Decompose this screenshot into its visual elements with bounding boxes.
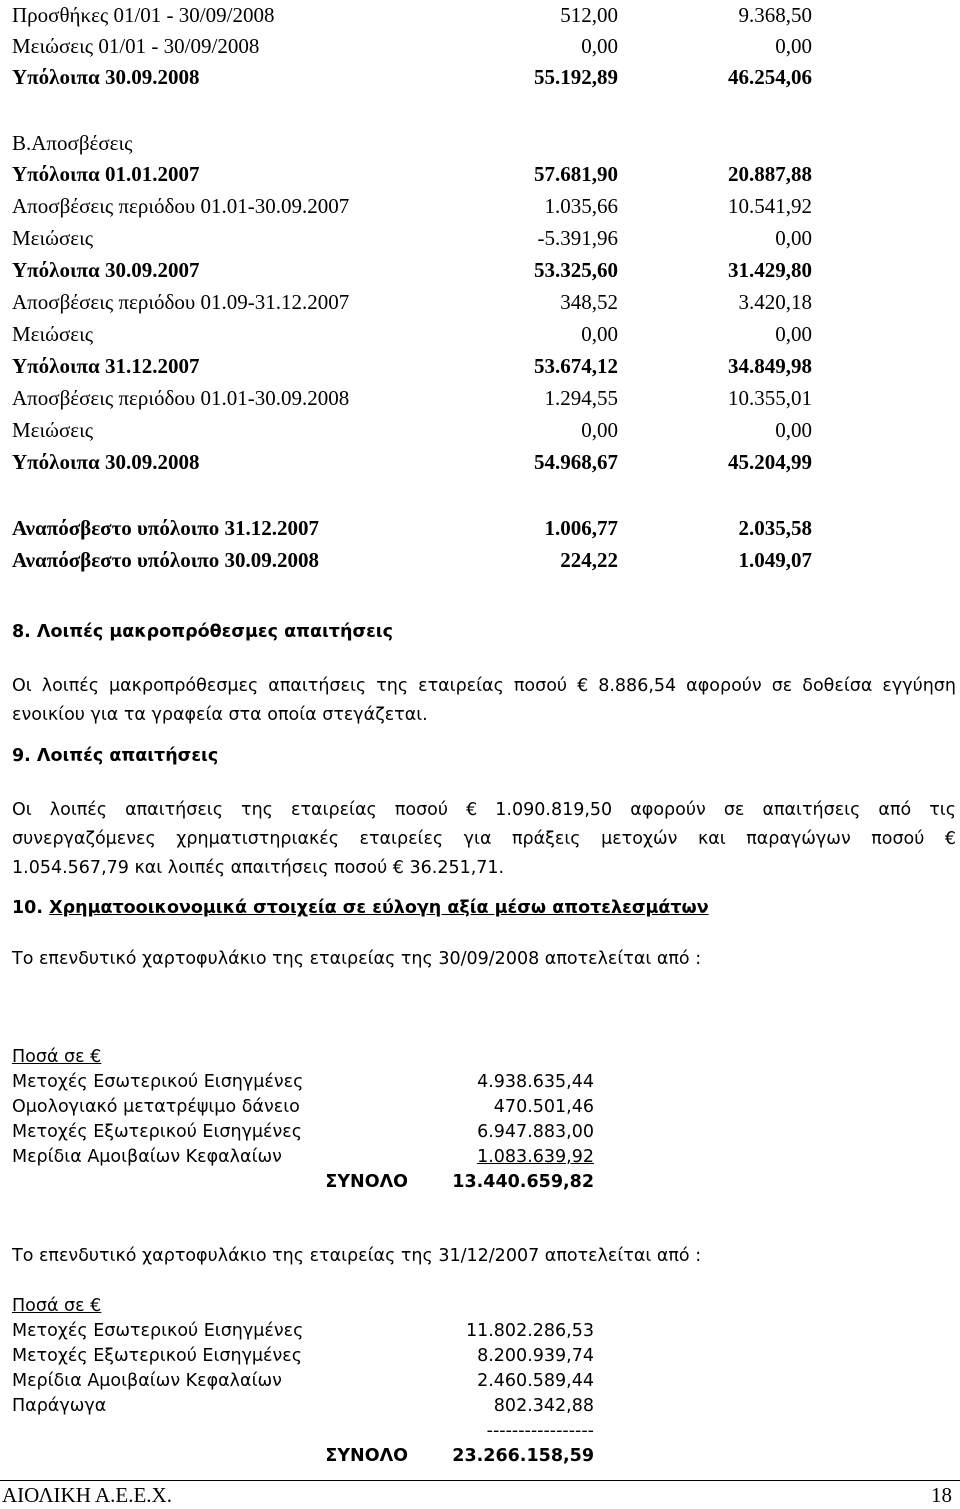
row-label: Αποσβέσεις περιόδου 01.01-30.09.2007 <box>12 194 350 218</box>
section-10-title <box>12 898 709 918</box>
section-9-body <box>12 796 956 883</box>
row-label: Μετοχές Εσωτερικού Εισηγμένες <box>12 1072 304 1092</box>
row-label: Μειώσεις <box>12 322 94 346</box>
row-label: Παράγωγα <box>12 1396 107 1416</box>
row-value-col1: 1.006,77 <box>544 516 618 540</box>
total-value: 13.440.659,82 <box>452 1172 594 1192</box>
row-label: Υπόλοιπα 30.09.2008 <box>12 65 200 89</box>
row-value-col1: 512,00 <box>560 3 618 27</box>
total-row <box>12 1444 602 1469</box>
table-row <box>12 545 812 575</box>
table-row <box>12 1344 602 1369</box>
section-8-body: Οι λοιπές μακροπρόθεσμες απαιτήσεις της εταιρείας ποσού € 8.886,54 αφορούν σε δοθείσα εγγύηση ενοικίου για τα γραφεία στα οποία στεγάζεται. <box>12 676 956 725</box>
row-value-col1: 53.674,12 <box>534 354 618 378</box>
total-label: ΣΥΝΟΛΟ <box>325 1446 408 1466</box>
section-8-title: 8. Λοιπές μακροπρόθεσμες απαιτήσεις <box>12 622 394 642</box>
table-row <box>12 1095 602 1120</box>
row-value-col2: 2.035,58 <box>738 516 812 540</box>
depreciation-title <box>12 128 812 158</box>
row-value-col1: 0,00 <box>581 418 618 442</box>
section-9-line-1: Οι λοιπές απαιτήσεις της εταιρείας ποσού € 1.090.819,50 αφορούν σε απαιτήσεις από τις <box>12 800 956 820</box>
portfolio-header <box>12 1294 602 1319</box>
table-row <box>12 319 812 349</box>
row-label: Αποσβέσεις περιόδου 01.01-30.09.2008 <box>12 386 350 410</box>
table-row <box>12 1369 602 1394</box>
amounts-in-euro-header: Ποσά σε € <box>12 1047 102 1067</box>
row-value-col2: 31.429,80 <box>728 258 812 282</box>
row-value-col1: 348,52 <box>560 290 618 314</box>
table-row <box>12 31 812 61</box>
row-label: Αναπόσβεστο υπόλοιπο 31.12.2007 <box>12 516 320 540</box>
table-row <box>12 351 812 381</box>
table-row <box>12 383 812 413</box>
row-label: Αναπόσβεστο υπόλοιπο 30.09.2008 <box>12 548 320 572</box>
row-value-col2: 9.368,50 <box>738 3 812 27</box>
row-value-col2: 0,00 <box>775 418 812 442</box>
table-row <box>12 1145 602 1170</box>
row-value-col1: 55.192,89 <box>534 65 618 89</box>
portfolio-2008-intro: Το επενδυτικό χαρτοφυλάκιο της εταιρείας της 30/09/2008 αποτελείται από : <box>12 949 702 969</box>
row-value-col2: 10.541,92 <box>728 194 812 218</box>
row-value-col1: 1.294,55 <box>544 386 618 410</box>
table-row <box>12 1070 602 1095</box>
total-label: ΣΥΝΟΛΟ <box>325 1172 408 1192</box>
row-label: Υπόλοιπα 30.09.2007 <box>12 258 200 282</box>
row-label: Υπόλοιπα 01.01.2007 <box>12 162 200 186</box>
row-value-col2: 0,00 <box>775 322 812 346</box>
row-value-col2: 0,00 <box>775 226 812 250</box>
separator-row <box>12 1419 602 1444</box>
table-row <box>12 159 812 189</box>
table-row <box>12 1120 602 1145</box>
row-value: 11.802.286,53 <box>465 1321 594 1341</box>
row-value-col2: 45.204,99 <box>728 450 812 474</box>
table-row <box>12 223 812 253</box>
row-value-col2: 1.049,07 <box>738 548 812 572</box>
section-9-title: 9. Λοιπές απαιτήσεις <box>12 746 219 766</box>
row-value-col1: -5.391,96 <box>537 226 618 250</box>
row-value: 470.501,46 <box>493 1097 594 1117</box>
portfolio-2007-intro: Το επενδυτικό χαρτοφυλάκιο της εταιρείας της 31/12/2007 αποτελείται από : <box>12 1246 702 1266</box>
row-value-col1: 57.681,90 <box>534 162 618 186</box>
row-label: Υπόλοιπα 31.12.2007 <box>12 354 200 378</box>
table-row <box>12 1394 602 1419</box>
row-value-col2: 20.887,88 <box>728 162 812 186</box>
row-value-col1: 0,00 <box>581 34 618 58</box>
row-label: Ομολογιακό μετατρέψιμο δάνειο <box>12 1097 300 1117</box>
row-value: 2.460.589,44 <box>477 1371 594 1391</box>
row-label: Μετοχές Εξωτερικού Εισηγμένες <box>12 1346 303 1366</box>
section-10-title-text: Χρηματοοικονομικά στοιχεία σε εύλογη αξία μέσω αποτελεσμάτων <box>49 898 709 918</box>
table-row <box>12 62 812 92</box>
row-label: Μειώσεις <box>12 226 94 250</box>
table-row <box>12 415 812 445</box>
row-value-col1: 224,22 <box>560 548 618 572</box>
table-row <box>12 1319 602 1344</box>
table-row <box>12 287 812 317</box>
table-row <box>12 447 812 477</box>
depreciation-title-text: Β.Αποσβέσεις <box>12 131 133 155</box>
row-value: 8.200.939,74 <box>477 1346 594 1366</box>
row-value-col1: 0,00 <box>581 322 618 346</box>
row-label: Υπόλοιπα 30.09.2008 <box>12 450 200 474</box>
row-value: 4.938.635,44 <box>477 1072 594 1092</box>
row-value: 6.947.883,00 <box>477 1122 594 1142</box>
row-value-col2: 34.849,98 <box>728 354 812 378</box>
row-value-col2: 10.355,01 <box>728 386 812 410</box>
section-9-line-3: 1.054.567,79 και λοιπές απαιτήσεις ποσού € 36.251,71. <box>12 858 505 878</box>
amounts-in-euro-header: Ποσά σε € <box>12 1296 102 1316</box>
row-label: Μετοχές Εξωτερικού Εισηγμένες <box>12 1122 303 1142</box>
row-value-col2: 46.254,06 <box>728 65 812 89</box>
footer-company: ΑΙΟΛΙΚΗ Α.Ε.Ε.Χ. <box>2 1483 172 1507</box>
separator-dashes: ----------------- <box>486 1421 594 1441</box>
row-value-col1: 54.968,67 <box>534 450 618 474</box>
row-label: Μειώσεις 01/01 - 30/09/2008 <box>12 34 260 58</box>
table-row <box>12 255 812 285</box>
total-value: 23.266.158,59 <box>452 1446 594 1466</box>
footer-divider <box>0 1480 960 1481</box>
row-label: Μερίδια Αμοιβαίων Κεφαλαίων <box>12 1371 282 1391</box>
row-label: Αποσβέσεις περιόδου 01.09-31.12.2007 <box>12 290 350 314</box>
section-9-line-2: συνεργαζόμενες χρηματιστηριακές εταιρείες για πράξεις μετοχών και παραγώγων ποσού € <box>12 829 956 849</box>
row-value: 1.083.639,92 <box>477 1147 594 1167</box>
total-row <box>12 1170 602 1195</box>
portfolio-header <box>12 1045 602 1070</box>
row-label: Μειώσεις <box>12 418 94 442</box>
row-value-col2: 3.420,18 <box>738 290 812 314</box>
row-label: Μερίδια Αμοιβαίων Κεφαλαίων <box>12 1147 282 1167</box>
row-label: Προσθήκες 01/01 - 30/09/2008 <box>12 3 275 27</box>
row-value-col1: 53.325,60 <box>534 258 618 282</box>
table-row <box>12 513 812 543</box>
row-value-col2: 0,00 <box>775 34 812 58</box>
row-value: 802.342,88 <box>493 1396 594 1416</box>
row-value-col1: 1.035,66 <box>544 194 618 218</box>
row-label: Μετοχές Εσωτερικού Εισηγμένες <box>12 1321 304 1341</box>
footer-page-number: 18 <box>931 1483 952 1507</box>
section-10-number: 10. <box>12 898 44 918</box>
table-row <box>12 191 812 221</box>
table-row <box>12 0 812 30</box>
